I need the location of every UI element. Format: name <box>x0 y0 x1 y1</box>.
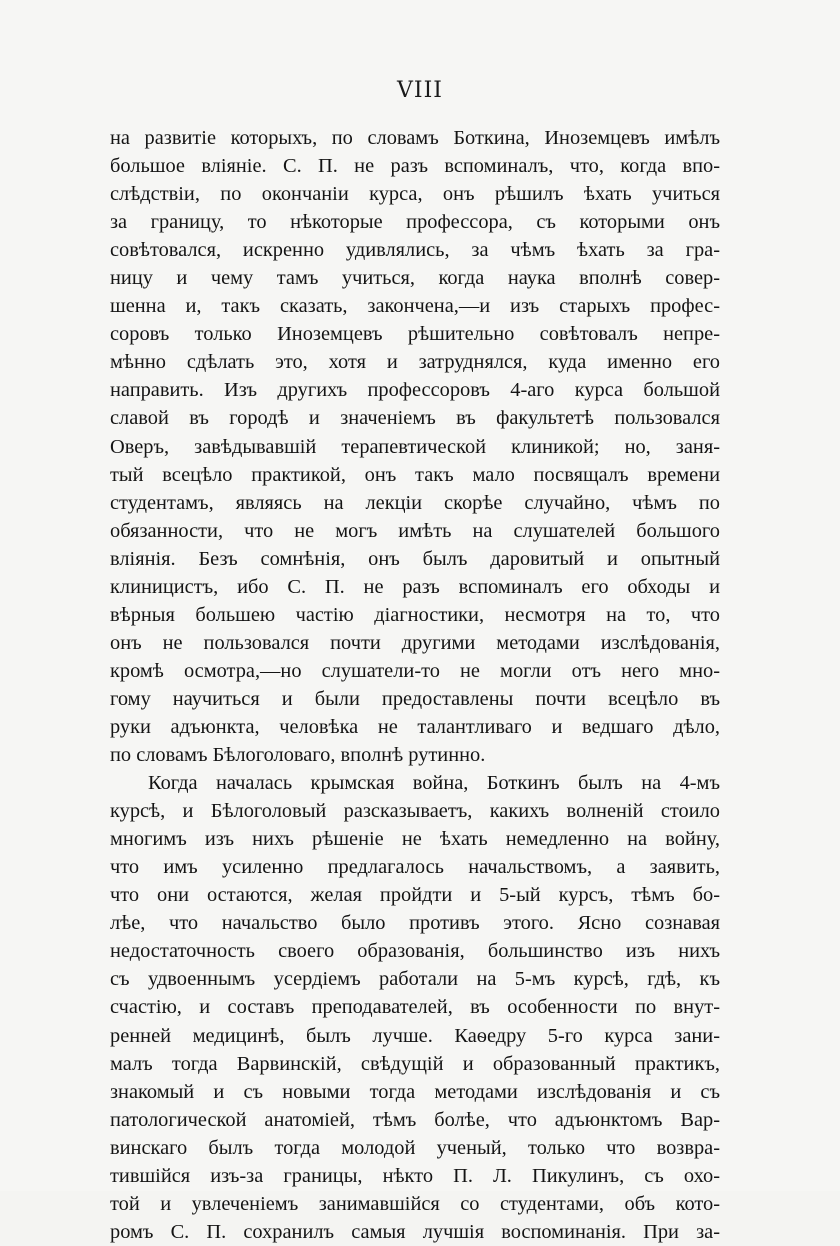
text-line: соровъ только Иноземцевъ рѣшительно совѣтовалъ непре- <box>110 323 720 346</box>
text-line: кромѣ осмотра,—но слушатели-то не могли отъ него мно- <box>110 659 720 682</box>
text-line: курсѣ, и Бѣлоголовый разсказываетъ, какихъ волненій стоило <box>110 800 720 823</box>
paragraph <box>110 124 720 769</box>
text-line: вліянія. Безъ сомнѣнія, онъ былъ даровитый и опытный <box>110 547 720 570</box>
text-line: Оверъ, завѣдывавшій терапевтической клиникой; но, заня- <box>110 435 720 458</box>
text-line: счастію, и составъ преподавателей, въ особенности по внут- <box>110 996 720 1019</box>
text-line: патологической анатоміей, тѣмъ болѣе, что адъюнктомъ Вар- <box>110 1108 720 1131</box>
text-line: слѣдствіи, по окончаніи курса, онъ рѣшилъ ѣхать учиться <box>110 183 720 206</box>
text-line: ромъ С. П. сохранилъ самыя лучшія воспоминанія. При за- <box>110 1220 720 1243</box>
text-line: съ удвоеннымъ усердіемъ работали на 5-мъ курсѣ, гдѣ, къ <box>110 968 720 991</box>
text-line: тившійся изъ-за границы, нѣкто П. Л. Пикулинъ, съ охо- <box>110 1164 720 1187</box>
text-line: шенна и, такъ сказать, закончена,—и изъ старыхъ профес- <box>110 295 720 318</box>
text-line: недостаточность своего образованія, большинство изъ нихъ <box>110 940 720 963</box>
text-line: винскаго былъ тогда молодой ученый, только что возвра- <box>110 1136 720 1159</box>
body-text <box>110 124 720 1246</box>
text-line: онъ не пользовался почти другими методами изслѣдованія, <box>110 631 720 654</box>
text-line: обязанности, что не могъ имѣть на слушателей большого <box>110 519 720 542</box>
text-line: лѣе, что начальство было противъ этого. Ясно сознавая <box>110 912 720 935</box>
text-line: Когда началась крымская война, Боткинъ былъ на 4-мъ <box>148 772 720 795</box>
text-line: направить. Изъ другихъ профессоровъ 4-аго курса большой <box>110 379 720 402</box>
text-line: клиницистъ, ибо С. П. не разъ вспоминалъ его обходы и <box>110 575 720 598</box>
text-line: многимъ изъ нихъ рѣшеніе не ѣхать немедленно на войну, <box>110 828 720 851</box>
text-line: большое вліяніе. С. П. не разъ вспоминалъ, что, когда впо- <box>110 155 720 178</box>
text-line: за границу, то нѣкоторые профессора, съ которыми онъ <box>110 211 720 234</box>
text-line: что имъ усиленно предлагалось начальствомъ, а заявить, <box>110 856 720 879</box>
text-line: тый всецѣло практикой, онъ такъ мало посвящалъ времени <box>110 463 720 486</box>
text-line: что они остаются, желая пройдти и 5-ый курсъ, тѣмъ бо- <box>110 884 720 907</box>
text-line: руки адъюнкта, человѣка не талантливаго и ведшаго дѣло, <box>110 715 720 738</box>
text-line: знакомый и съ новыми тогда методами изслѣдованія и съ <box>110 1080 720 1103</box>
text-line: на развитіе которыхъ, по словамъ Боткина, Иноземцевъ имѣлъ <box>110 127 720 149</box>
page-number: VIII <box>397 78 443 103</box>
text-line: по словамъ Бѣлоголоваго, вполнѣ рутинно. <box>110 744 486 767</box>
text-line: мѣнно сдѣлать это, хотя и затруднялся, куда именно его <box>110 351 720 374</box>
text-line: той и увлеченіемъ занимавшійся со студентами, объ кото- <box>110 1192 720 1215</box>
text-line: славой въ городѣ и значеніемъ въ факультетѣ пользовался <box>110 407 720 430</box>
text-line: малъ тогда Варвинскій, свѣдущій и образованный практикъ, <box>110 1052 720 1075</box>
paragraph <box>110 769 720 1246</box>
text-line: студентамъ, являясь на лекціи скорѣе случайно, чѣмъ по <box>110 491 720 514</box>
text-line: совѣтовался, искренно удивлялись, за чѣмъ ѣхать за гра- <box>110 239 720 262</box>
text-line: ренней медицинѣ, былъ лучше. Каѳедру 5-го курса зани- <box>110 1024 720 1047</box>
text-line: вѣрныя большею частію діагностики, несмотря на то, что <box>110 603 720 626</box>
text-line: ницу и чему тамъ учиться, когда наука вполнѣ совер- <box>110 267 720 290</box>
text-line: гому научиться и были предоставлены почти всецѣло въ <box>110 687 720 710</box>
